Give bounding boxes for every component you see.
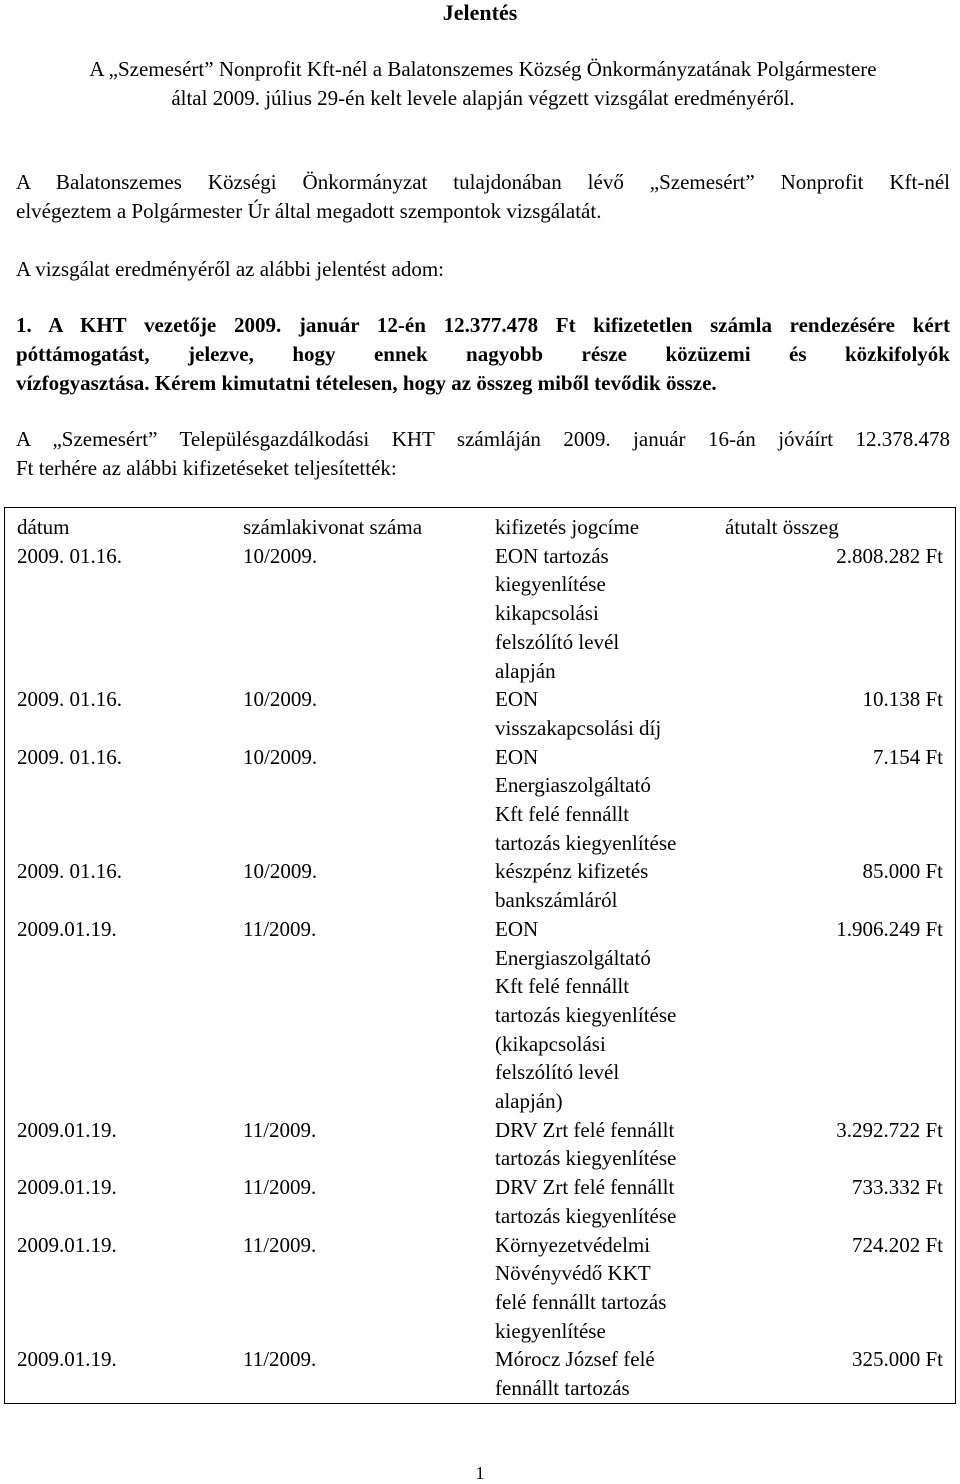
cell-statement: 11/2009. xyxy=(243,1117,317,1142)
point-1-line-3: vízfogyasztása. Kérem kimutatni tételesen, hogy az összeg miből tevődik össze. xyxy=(16,371,717,395)
cell-reason xyxy=(495,685,717,742)
table-row xyxy=(5,1345,956,1403)
cell-reason-line: tartozás kiegyenlítése xyxy=(495,1002,677,1027)
cell-date: 2009. 01.16. xyxy=(17,687,122,712)
intro-paragraph xyxy=(16,55,950,113)
cell-reason-line: tartozás kiegyenlítése xyxy=(495,830,677,855)
cell-reason xyxy=(495,1173,717,1230)
cell-reason-line: fennállt tartozás xyxy=(495,1376,630,1401)
document-title: Jelentés xyxy=(442,0,518,25)
cell-reason xyxy=(495,542,717,686)
cell-reason xyxy=(495,743,717,858)
cell-reason-line: tartozás kiegyenlítése xyxy=(495,1203,677,1228)
point-1 xyxy=(16,311,950,398)
cell-reason-line: alapján xyxy=(495,658,556,683)
cell-reason-line: Energiaszolgáltató xyxy=(495,945,651,970)
point-1-line-1: 1. A KHT vezetője 2009. január 12-én 12.377.478 Ft kifizetetlen számla rendezésére kért xyxy=(16,313,950,337)
cell-statement: 11/2009. xyxy=(243,1232,317,1257)
cell-amount: 325.000 Ft xyxy=(851,1347,943,1372)
header-reason: kifizetés jogcíme xyxy=(495,515,640,539)
cell-reason-line: Mórocz József felé xyxy=(495,1347,655,1372)
cell-amount: 724.202 Ft xyxy=(851,1232,943,1257)
cell-reason-line: felszólító levél xyxy=(495,629,620,654)
table-row xyxy=(5,743,956,858)
cell-statement: 10/2009. xyxy=(243,543,318,568)
paragraph-1 xyxy=(16,168,950,226)
cell-statement: 10/2009. xyxy=(243,687,318,712)
cell-reason-line: EON tartozás xyxy=(495,543,609,568)
cell-statement: 11/2009. xyxy=(243,1347,317,1372)
cell-reason-line: kiegyenlítése xyxy=(495,1318,606,1343)
cell-amount: 2.808.282 Ft xyxy=(836,543,943,568)
cell-reason-line: felé fennállt tartozás xyxy=(495,1289,667,1314)
cell-reason-line: kiegyenlítése xyxy=(495,572,606,597)
cell-date: 2009. 01.16. xyxy=(17,859,122,884)
table-row xyxy=(5,1231,956,1346)
cell-reason-line: Kft felé fennállt xyxy=(495,802,630,827)
table-row xyxy=(5,1173,956,1230)
cell-reason-line: EON xyxy=(495,916,539,941)
paragraph-1-line-1: A Balatonszemes Községi Önkormányzat tulajdonában lévő „Szemesért” Nonprofit Kft-nél xyxy=(16,170,950,194)
paragraph-3 xyxy=(16,425,950,483)
table-row xyxy=(5,1116,956,1173)
cell-date: 2009.01.19. xyxy=(17,1175,117,1200)
table-row xyxy=(5,857,956,914)
cell-reason-line: Energiaszolgáltató xyxy=(495,773,651,798)
table-header-row xyxy=(5,508,956,542)
page-number: 1 xyxy=(475,1463,485,1483)
cell-reason-line: (kikapcsolási xyxy=(495,1031,606,1056)
paragraph-3-line-2: Ft terhére az alábbi kifizetéseket teljesítették: xyxy=(16,456,397,480)
header-date: dátum xyxy=(17,515,70,539)
cell-reason xyxy=(495,1345,717,1403)
cell-date: 2009. 01.16. xyxy=(17,543,122,568)
cell-reason-line: felszólító levél xyxy=(495,1060,620,1085)
cell-reason-line: EON xyxy=(495,687,539,712)
cell-statement: 11/2009. xyxy=(243,1175,317,1200)
cell-reason-line: DRV Zrt felé fennállt xyxy=(495,1175,675,1200)
cell-statement: 10/2009. xyxy=(243,744,318,769)
cell-reason-line: tartozás kiegyenlítése xyxy=(495,1146,677,1171)
cell-reason-line: készpénz kifizetés xyxy=(495,859,649,884)
cell-amount: 3.292.722 Ft xyxy=(836,1117,943,1142)
cell-reason-line: Növényvédő KKT xyxy=(495,1261,651,1286)
cell-statement: 11/2009. xyxy=(243,916,317,941)
cell-reason-line: DRV Zrt felé fennállt xyxy=(495,1117,675,1142)
cell-reason xyxy=(495,1231,717,1346)
paragraph-2: A vizsgálat eredményéről az alábbi jelentést adom: xyxy=(16,257,444,281)
table-row xyxy=(5,542,956,686)
cell-amount: 733.332 Ft xyxy=(851,1175,943,1200)
cell-date: 2009.01.19. xyxy=(17,1117,117,1142)
cell-amount: 7.154 Ft xyxy=(872,744,943,769)
intro-line-2: által 2009. július 29-én kelt levele alapján végzett vizsgálat eredményéről. xyxy=(171,86,795,110)
cell-reason xyxy=(495,915,717,1116)
cell-reason-line: bankszámláról xyxy=(495,888,618,913)
paragraph-1-line-2: elvégeztem a Polgármester Úr által megadott szempontok vizsgálatát. xyxy=(16,199,602,223)
cell-amount: 10.138 Ft xyxy=(862,687,943,712)
cell-reason-line: EON xyxy=(495,744,539,769)
table-row xyxy=(5,685,956,742)
cell-reason-line: Környezetvédelmi xyxy=(495,1232,651,1257)
paragraph-3-line-1: A „Szemesért” Településgazdálkodási KHT számláján 2009. január 16-án jóváírt 12.378.478 xyxy=(16,427,950,451)
intro-line-1: A „Szemesért” Nonprofit Kft-nél a Balatonszemes Község Önkormányzatának Polgármestere xyxy=(89,57,877,81)
cell-reason-line: visszakapcsolási díj xyxy=(495,715,662,740)
cell-reason-line: kikapcsolási xyxy=(495,601,599,626)
cell-amount: 1.906.249 Ft xyxy=(836,916,943,941)
cell-reason xyxy=(495,1116,717,1173)
cell-amount: 85.000 Ft xyxy=(862,859,943,884)
cell-statement: 10/2009. xyxy=(243,859,318,884)
cell-date: 2009.01.19. xyxy=(17,1347,117,1372)
point-1-line-2: póttámogatást, jelezve, hogy ennek nagyobb része közüzemi és közkifolyók xyxy=(16,342,950,366)
cell-reason-line: Kft felé fennállt xyxy=(495,974,630,999)
header-statement: számlakivonat száma xyxy=(243,515,423,539)
table-row xyxy=(5,915,956,1116)
cell-date: 2009.01.19. xyxy=(17,1232,117,1257)
cell-reason xyxy=(495,857,717,914)
cell-date: 2009.01.19. xyxy=(17,916,117,941)
header-amount: átutalt összeg xyxy=(725,515,839,539)
cell-reason-line: alapján) xyxy=(495,1089,563,1114)
cell-date: 2009. 01.16. xyxy=(17,744,122,769)
payments-table xyxy=(4,507,956,1404)
